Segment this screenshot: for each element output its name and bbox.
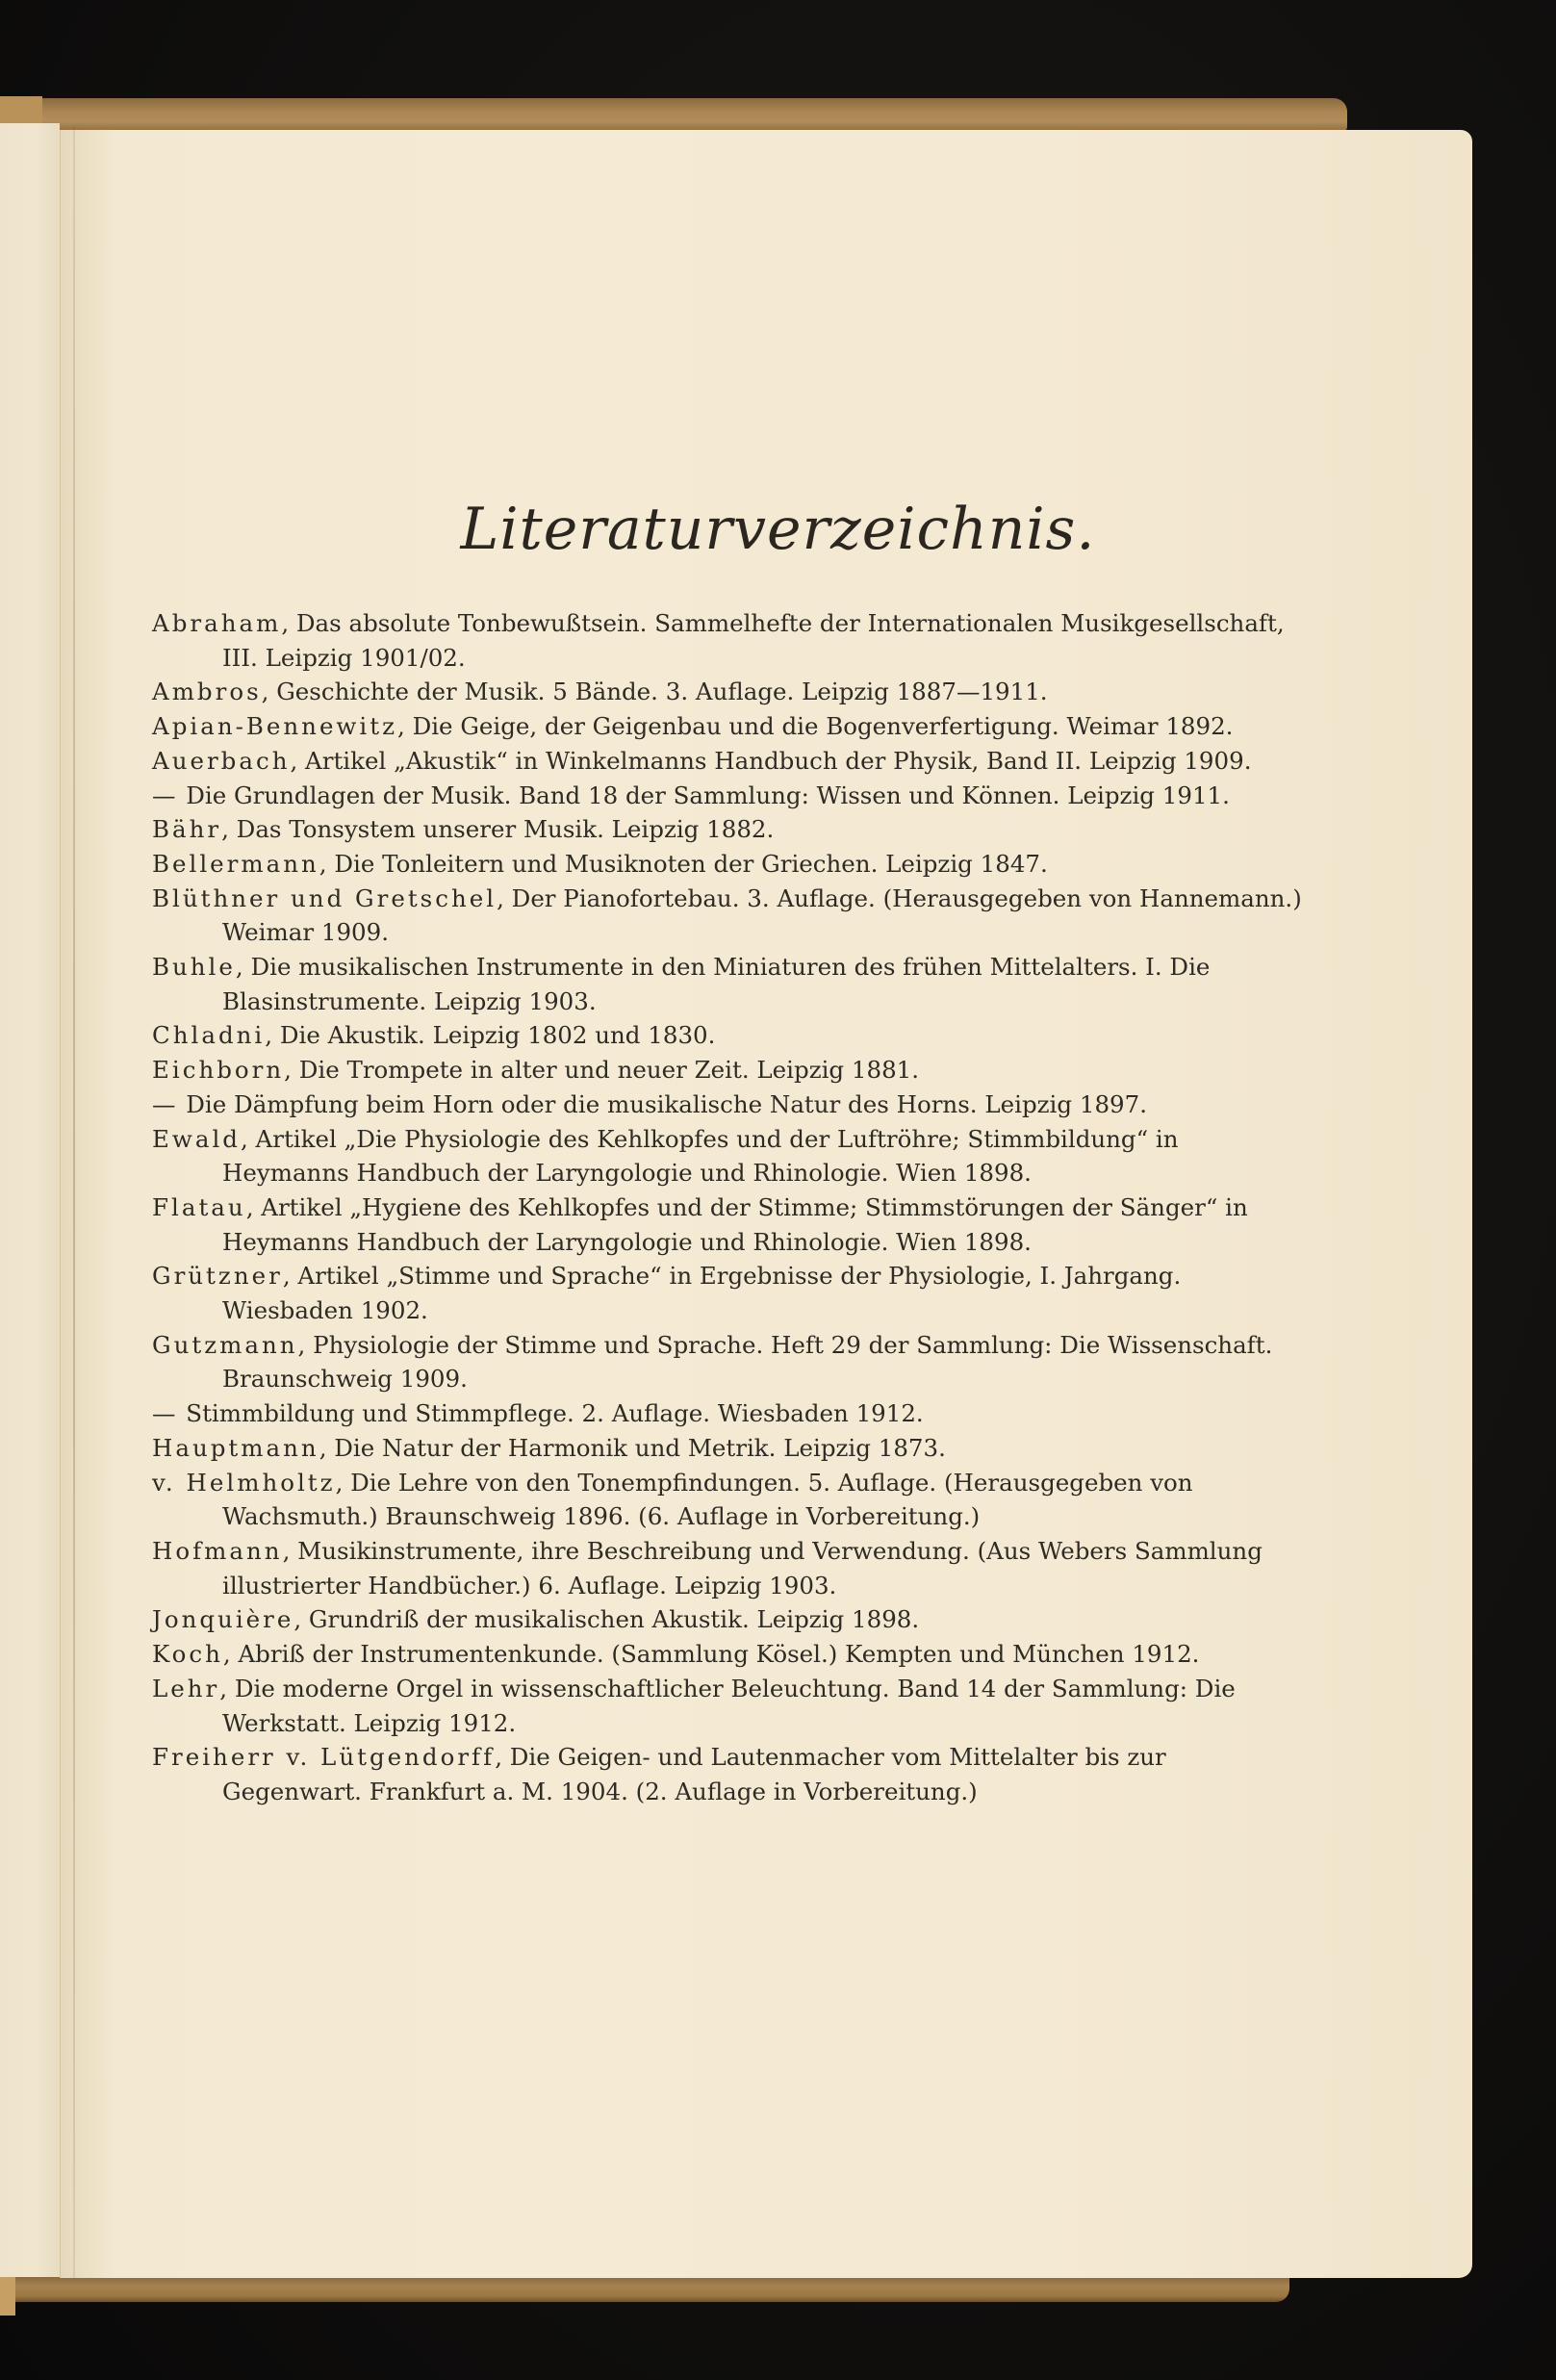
entry-text: , Abriß der Instrumentenkunde. (Sammlung Kösel.) Kempten und München 1912. — [222, 1640, 1200, 1669]
bibliography-entry — [152, 1018, 1307, 1053]
entry-author: Lehr — [152, 1674, 220, 1702]
bibliography-entry — [152, 1740, 1307, 1808]
entry-author: Jonquière — [152, 1605, 294, 1634]
bibliography-entry — [152, 709, 1307, 744]
entry-text: , Das absolute Tonbewußtsein. Sammelhefte der Internationalen Musikgesellschaft, III. Leipzig 1901/02. — [222, 609, 1285, 672]
bibliography-entry — [152, 950, 1307, 1018]
entry-author: Bähr — [152, 815, 222, 844]
entry-author: Ewald — [152, 1124, 241, 1153]
entry-text: Die Dämpfung beim Horn oder die musikalische Natur des Horns. Leipzig 1897. — [178, 1089, 1147, 1118]
entry-text: , Die moderne Orgel in wissenschaftlicher Beleuchtung. Band 14 der Sammlung: Die Werkstatt. Leipzig 1912. — [219, 1674, 1236, 1737]
entry-text: , Die Geigen- und Lautenmacher vom Mittelalter bis zur Gegenwart. Frankfurt a. M. 1904. (2. Auflage in Vorbereitung.) — [222, 1743, 1166, 1805]
entry-author: Buhle — [152, 953, 236, 982]
entry-author: v. Helmholtz — [152, 1468, 336, 1497]
entry-text: , Artikel „Akustik“ in Winkelmanns Handbuch der Physik, Band II. Leipzig 1909. — [290, 746, 1252, 775]
entry-author: Grützner — [152, 1262, 283, 1291]
bibliography-entry — [152, 1328, 1307, 1396]
bibliography-entry — [152, 1190, 1307, 1259]
bibliography-entry — [152, 1259, 1307, 1327]
bibliography-entry — [152, 1602, 1307, 1637]
entry-author: Eichborn — [152, 1056, 285, 1085]
bibliography-entry — [152, 1053, 1307, 1088]
gutter-fold — [73, 125, 75, 2279]
page-gutter-shadow — [60, 130, 117, 2278]
entry-text: , Der Pianofortebau. 3. Auflage. (Herausgegeben von Hannemann.) Weimar 1909. — [222, 883, 1302, 947]
entry-author: Hofmann — [152, 1536, 283, 1565]
bibliography-entry — [152, 1672, 1307, 1740]
book-spine-bottom — [0, 2277, 15, 2316]
bibliography-entry — [152, 882, 1307, 950]
entry-text: , Artikel „Stimme und Sprache“ in Ergebnisse der Physiologie, I. Jahrgang. Wiesbaden 1902. — [222, 1262, 1182, 1325]
entry-text: , Die musikalischen Instrumente in den Miniaturen des frühen Mittelalters. I. Die Blasinstrumente. Leipzig 1903. — [222, 953, 1211, 1015]
entry-text: , Artikel „Hygiene des Kehlkopfes und der Stimme; Stimmstörungen der Sänger“ in Heymanns Handbuch der Laryngologie und Rhinologie. Wien 1898. — [222, 1192, 1248, 1256]
entry-author: Flatau — [152, 1192, 246, 1221]
entry-text: , Musikinstrumente, ihre Beschreibung und Verwendung. (Aus Webers Sammlung illustrierter Handbücher.) 6. Auflage. Leipzig 1903. — [222, 1536, 1263, 1599]
entry-text: , Die Natur der Harmonik und Metrik. Leipzig 1873. — [319, 1433, 946, 1462]
entry-text: , Geschichte der Musik. 5 Bände. 3. Auflage. Leipzig 1887—1911. — [261, 678, 1048, 706]
bibliography-list — [152, 606, 1307, 1809]
entry-text: , Artikel „Die Physiologie des Kehlkopfes und der Luftröhre; Stimmbildung“ in Heymanns Handbuch der Laryngologie und Rhinologie. Wien 1898. — [222, 1124, 1179, 1188]
entry-author: Gutzmann — [152, 1330, 298, 1359]
book-spine-top — [0, 96, 42, 125]
entry-author: Hauptmann — [152, 1433, 319, 1462]
entry-author: Freiherr v. Lütgendorff — [152, 1743, 496, 1772]
entry-text: , Die Lehre von den Tonempfindungen. 5. Auflage. (Herausgegeben von Wachsmuth.) Braunschweig 1896. (6. Auflage in Vorbereitung.) — [222, 1468, 1193, 1531]
entry-text: , Die Geige, der Geigenbau und die Bogenverfertigung. Weimar 1892. — [397, 712, 1234, 741]
bibliography-entry — [152, 847, 1307, 882]
bibliography-entry — [152, 744, 1307, 779]
left-page-edge — [0, 123, 60, 2277]
entry-text: Stimmbildung und Stimmpflege. 2. Auflage. Wiesbaden 1912. — [178, 1399, 924, 1428]
bibliography-entry — [152, 1534, 1307, 1602]
entry-text: , Physiologie der Stimme und Sprache. Heft 29 der Sammlung: Die Wissenschaft. Braunschweig 1909. — [222, 1330, 1273, 1394]
entry-text: , Grundriß der musikalischen Akustik. Leipzig 1898. — [293, 1605, 920, 1634]
entry-author: Ambros — [152, 678, 262, 706]
entry-text: , Die Tonleitern und Musiknoten der Griechen. Leipzig 1847. — [319, 849, 1048, 878]
entry-text: , Die Akustik. Leipzig 1802 und 1830. — [265, 1021, 716, 1050]
entry-text: , Die Trompete in alter und neuer Zeit. Leipzig 1881. — [284, 1056, 920, 1085]
page-title: Literaturverzeichnis. — [460, 496, 1096, 563]
entry-author: Koch — [152, 1640, 223, 1669]
bibliography-entry — [152, 812, 1307, 847]
entry-author: Auerbach — [152, 746, 291, 775]
entry-author: — — [152, 781, 179, 809]
entry-author: — — [152, 1399, 179, 1428]
bibliography-entry — [152, 1396, 1307, 1431]
entry-author: Abraham — [152, 609, 282, 637]
bibliography-entry — [152, 1466, 1307, 1534]
entry-author: Chladni — [152, 1021, 266, 1050]
bibliography-entry — [152, 1122, 1307, 1190]
entry-text: Die Grundlagen der Musik. Band 18 der Sammlung: Wissen und Können. Leipzig 1911. — [178, 781, 1230, 809]
bibliography-entry — [152, 1637, 1307, 1672]
bibliography-entry — [152, 675, 1307, 709]
entry-author: Apian-Bennewitz — [152, 712, 397, 741]
book-cover-top-edge — [0, 98, 1347, 131]
entry-text: , Das Tonsystem unserer Musik. Leipzig 1882. — [221, 815, 775, 844]
bibliography-entry — [152, 1088, 1307, 1122]
entry-author: Blüthner und Gretschel — [152, 883, 497, 912]
bibliography-entry — [152, 606, 1307, 675]
bibliography-entry — [152, 1431, 1307, 1466]
entry-author: Bellermann — [152, 849, 319, 878]
bibliography-entry — [152, 779, 1307, 813]
entry-author: — — [152, 1089, 179, 1118]
